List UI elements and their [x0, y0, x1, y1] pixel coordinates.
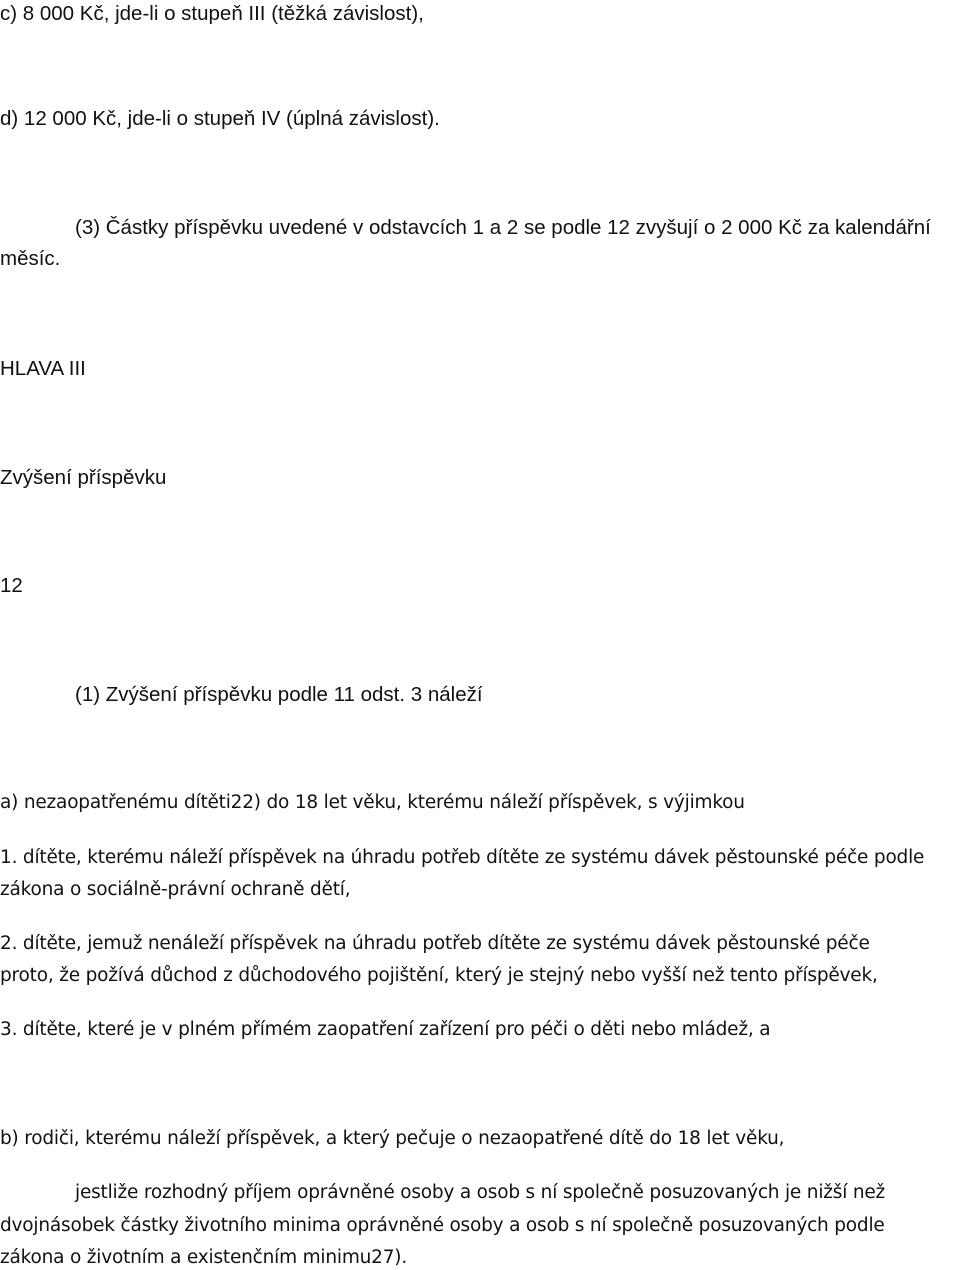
paragraph-3-line-1: (3) Částky příspěvku uvedené v odstavcích 1 a 2 se podle 12 zvyšují o 2 000 Kč za kalendářní	[75, 216, 931, 239]
condition-line-1: jestliže rozhodný příjem oprávněné osoby a osob s ní společně posuzovaných je nižší než	[75, 1182, 886, 1203]
exception-3-text: 3. dítěte, které je v plném přímém zaopatření zařízení pro péči o děti nebo mládež, a	[0, 1019, 771, 1040]
exception-1-line-2: zákona o sociálně-právní ochraně dětí,	[0, 879, 351, 900]
section-12-paragraph-1: (1) Zvýšení příspěvku podle 11 odst. 3 náleží	[75, 683, 483, 706]
condition-line-2: dvojnásobek částky životního minima oprávněné osoby a osob s ní společně posuzovaných podle	[0, 1215, 885, 1236]
section-number: 12	[0, 574, 23, 597]
chapter-heading: HLAVA III	[0, 357, 86, 380]
exception-2-line-2: proto, že požívá důchod z důchodového pojištění, který je stejný nebo vyšší než tento příspěvek,	[0, 965, 878, 986]
item-a-text: a) nezaopatřenému dítěti22) do 18 let věku, kterému náleží příspěvek, s výjimkou	[0, 792, 745, 813]
condition-line-3: zákona o životním a existenčním minimu27).	[0, 1247, 408, 1268]
item-b-text: b) rodiči, kterému náleží příspěvek, a který pečuje o nezaopatřené dítě do 18 let věku,	[0, 1128, 785, 1149]
text-line-item-c: c) 8 000 Kč, jde-li o stupeň III (těžká závislost),	[0, 2, 424, 25]
text-line-item-d: d) 12 000 Kč, jde-li o stupeň IV (úplná závislost).	[0, 107, 440, 130]
paragraph-3-line-2: měsíc.	[0, 247, 61, 270]
exception-2-line-1: 2. dítěte, jemuž nenáleží příspěvek na úhradu potřeb dítěte ze systému dávek pěstounské péče	[0, 933, 870, 954]
chapter-title: Zvýšení příspěvku	[0, 466, 167, 489]
exception-1-line-1: 1. dítěte, kterému náleží příspěvek na úhradu potřeb dítěte ze systému dávek pěstounské péče podle	[0, 847, 925, 868]
